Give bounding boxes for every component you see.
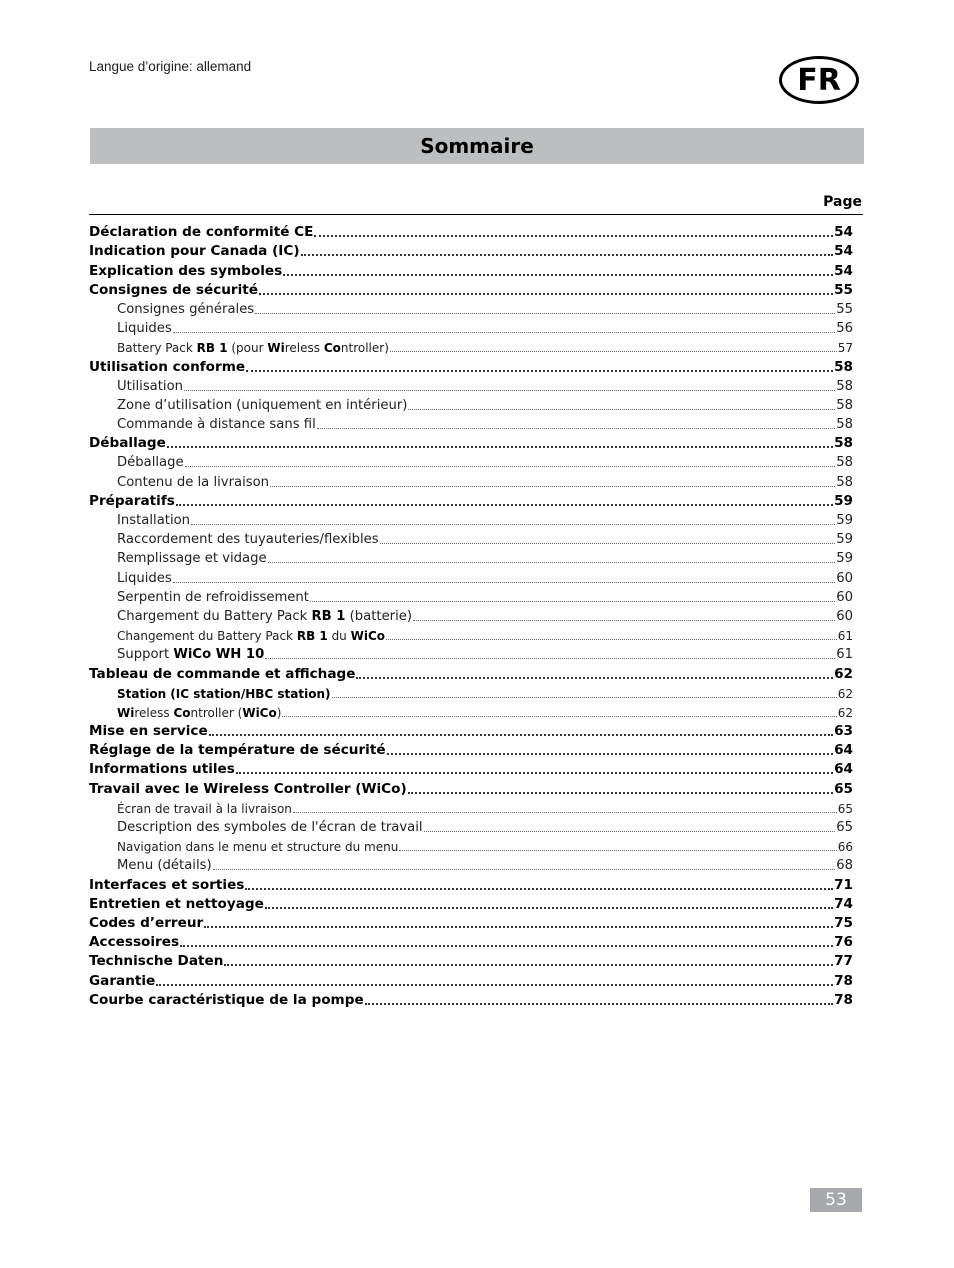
- toc-entry[interactable]: [89, 259, 853, 278]
- toc-page-number: 58: [834, 358, 853, 375]
- toc-entry-title: [89, 742, 386, 758]
- toc-page-number: 58: [834, 435, 853, 452]
- toc-page-number: 58: [836, 378, 853, 394]
- toc-page-number: 76: [834, 934, 853, 951]
- toc-entry[interactable]: [89, 912, 853, 931]
- toc-entry-title: [117, 321, 172, 336]
- toc-entry[interactable]: [89, 777, 853, 796]
- toc-page-number: 65: [836, 820, 853, 835]
- toc-subentry[interactable]: [89, 547, 853, 566]
- toc-page-number: 63: [834, 723, 853, 740]
- toc-entry-title: [89, 934, 179, 950]
- toc-title-fragment: Accessoires: [89, 934, 180, 951]
- toc-page-number: 75: [834, 914, 853, 931]
- toc-title-fragment: Chargement du Battery Pack: [117, 608, 312, 624]
- toc-entry-title: [117, 551, 267, 566]
- toc-title-fragment: Préparatifs: [89, 492, 175, 509]
- dot-leader: [265, 897, 833, 909]
- toc-title-fragment: Description des symboles de l'écran de travail: [117, 820, 423, 835]
- dot-leader: [332, 687, 837, 698]
- toc-subentry[interactable]: [89, 413, 853, 432]
- toc-page-number: 58: [836, 397, 853, 413]
- toc-title-fragment: Codes d’erreur: [89, 914, 204, 931]
- dot-leader: [314, 225, 833, 237]
- toc-subentry[interactable]: [89, 835, 853, 854]
- toc-page-number: 58: [836, 474, 853, 490]
- toc-title-fragment: Installation: [117, 513, 191, 528]
- dot-leader: [245, 878, 833, 890]
- toc-page-number: 71: [834, 876, 853, 893]
- toc-entry-title: [89, 243, 300, 259]
- toc-title-fragment: RB 1: [296, 629, 328, 644]
- dot-leader: [270, 476, 835, 487]
- toc-title-fragment: Support: [117, 647, 174, 663]
- dot-leader: [204, 916, 833, 928]
- toc-title-fragment: Écran de travail à la livraison: [117, 801, 292, 816]
- toc-page-number: 55: [836, 301, 853, 317]
- toc-page-number: 54: [834, 262, 853, 279]
- dot-leader: [180, 935, 833, 947]
- page-number: 53: [810, 1188, 862, 1212]
- toc-title-fragment: Interfaces et sorties: [89, 876, 245, 893]
- toc-entry-title: [89, 263, 282, 279]
- toc-title-fragment: Consignes générales: [117, 301, 255, 317]
- toc-subentry[interactable]: [89, 816, 853, 835]
- toc-entry[interactable]: [89, 279, 853, 298]
- toc-page-number: 54: [834, 243, 853, 260]
- toc-page-number: 62: [834, 665, 853, 682]
- dot-leader: [184, 380, 835, 391]
- toc-page-number: 59: [836, 513, 853, 528]
- toc-entry-title: [117, 840, 398, 854]
- toc-title-fragment: Réglage de la température de sécurité: [89, 742, 386, 759]
- dot-leader: [255, 303, 835, 314]
- toc-subentry[interactable]: [89, 298, 853, 317]
- toc-subentry[interactable]: [89, 451, 853, 470]
- toc-title-fragment: Informations utiles: [89, 761, 235, 778]
- dot-leader: [209, 724, 833, 736]
- toc-title-fragment: Changement du Battery Pack: [117, 629, 297, 644]
- toc-title-fragment: Menu (détails): [117, 858, 212, 874]
- toc-title-fragment: Serpentin de refroidissement: [117, 589, 309, 605]
- toc-entry-title: [117, 341, 389, 355]
- toc-subentry[interactable]: [89, 854, 853, 873]
- dot-leader: [265, 648, 835, 659]
- toc-title-fragment: Remplissage et vidage: [117, 551, 267, 567]
- toc-entry-title: [89, 666, 355, 682]
- toc-page-number: 78: [834, 991, 853, 1008]
- dot-leader: [387, 743, 834, 755]
- toc-title-fragment: (pour: [227, 341, 268, 356]
- dot-leader: [224, 954, 833, 966]
- toc-subentry[interactable]: [89, 701, 853, 720]
- toc-entry-title: [117, 475, 269, 490]
- dot-leader: [246, 360, 833, 372]
- toc-page-number: 62: [837, 705, 853, 720]
- toc-title-fragment: Battery Pack: [117, 341, 197, 356]
- toc-title-fragment: reless: [134, 705, 174, 720]
- toc-page-number: 59: [836, 532, 853, 548]
- toc-title-fragment: Courbe caractéristique de la pompe: [89, 991, 364, 1008]
- toc-title-fragment: Contenu de la livraison: [117, 474, 270, 490]
- dot-leader: [380, 533, 836, 544]
- toc-entry-title: [117, 455, 184, 470]
- toc-subentry[interactable]: [89, 643, 853, 662]
- toc-title-fragment: Mise en service: [89, 723, 208, 740]
- dot-leader: [259, 283, 833, 295]
- toc-title-fragment: Utilisation: [117, 378, 184, 394]
- toc-entry-title: [89, 359, 245, 375]
- toc-page-number: 61: [836, 647, 853, 663]
- table-of-contents: [89, 221, 853, 1008]
- toc-entry[interactable]: [89, 739, 853, 758]
- toc-subentry[interactable]: [89, 528, 853, 547]
- dot-leader: [293, 802, 837, 813]
- toc-entry-title: [117, 687, 331, 701]
- dot-leader: [173, 572, 835, 583]
- toc-title-fragment: Wi: [117, 705, 135, 720]
- toc-entry-title: [89, 973, 155, 989]
- toc-entry-title: [117, 629, 385, 643]
- toc-page-number: 55: [834, 281, 853, 298]
- toc-entry-title: [117, 802, 292, 816]
- dot-leader: [282, 706, 836, 717]
- toc-entry-title: [117, 820, 423, 835]
- toc-title-fragment: Entretien et nettoyage: [89, 895, 264, 912]
- toc-page-number: 65: [837, 801, 853, 816]
- toc-subentry[interactable]: [89, 624, 853, 643]
- language-badge: FR: [779, 56, 859, 104]
- dot-leader: [236, 762, 833, 774]
- toc-entry-title: [89, 877, 244, 893]
- dot-leader: [191, 514, 835, 525]
- toc-subentry[interactable]: [89, 509, 853, 528]
- toc-subentry[interactable]: [89, 797, 853, 816]
- dot-leader: [365, 993, 833, 1005]
- toc-title-fragment: RB 1: [311, 608, 346, 624]
- toc-title-fragment: WiCo: [350, 629, 386, 644]
- toc-page-number: 57: [837, 341, 853, 356]
- toc-entry-title: [89, 493, 175, 509]
- dot-leader: [356, 667, 833, 679]
- toc-subentry[interactable]: [89, 394, 853, 413]
- toc-entry-title: [89, 781, 407, 797]
- dot-leader: [424, 821, 836, 832]
- toc-page-number: 62: [837, 686, 853, 701]
- toc-entry-title: [117, 590, 309, 605]
- toc-entry[interactable]: [89, 221, 853, 240]
- toc-title-fragment: Wi: [267, 341, 285, 356]
- toc-title-fragment: Déballage: [89, 435, 166, 452]
- toc-entry-title: [89, 761, 235, 777]
- page-title: Sommaire: [420, 134, 534, 158]
- toc-title-fragment: (batterie): [345, 608, 413, 624]
- toc-title-fragment: Indication pour Canada (IC): [89, 243, 300, 260]
- toc-entry-title: [89, 224, 313, 240]
- toc-entry[interactable]: [89, 432, 853, 451]
- toc-page-number: 58: [836, 455, 853, 471]
- dot-leader: [408, 399, 835, 410]
- toc-entry-title: [117, 858, 212, 873]
- dot-leader: [156, 974, 833, 986]
- toc-subentry[interactable]: [89, 605, 853, 624]
- toc-subentry[interactable]: [89, 586, 853, 605]
- toc-entry[interactable]: [89, 490, 853, 509]
- dot-leader: [310, 591, 835, 602]
- toc-entry-title: [117, 609, 412, 624]
- toc-title-fragment: Station (IC station/HBC station): [117, 686, 331, 701]
- toc-page-number: 60: [836, 608, 853, 624]
- page-column-label: Page: [823, 194, 862, 210]
- toc-entry[interactable]: [89, 969, 853, 988]
- toc-entry-title: [117, 302, 254, 317]
- toc-title-fragment: Technische Daten: [89, 953, 224, 970]
- toc-page-number: 59: [834, 492, 853, 509]
- toc-page-number: 77: [834, 953, 853, 970]
- toc-title-fragment: du: [327, 629, 351, 644]
- dot-leader: [176, 494, 833, 506]
- toc-entry-title: [89, 915, 203, 931]
- toc-page-number: 65: [834, 780, 853, 797]
- toc-entry[interactable]: [89, 873, 853, 892]
- toc-entry[interactable]: [89, 662, 853, 681]
- dot-leader: [301, 244, 834, 256]
- toc-entry-title: [89, 723, 208, 739]
- toc-entry-title: [117, 571, 172, 586]
- original-language-note: Langue d’origine: allemand: [89, 59, 252, 74]
- toc-title-fragment: Raccordement des tuyauteries/flexibles: [117, 532, 379, 548]
- toc-title-fragment: Déclaration de conformité CE: [89, 224, 314, 241]
- dot-leader: [213, 859, 836, 870]
- toc-entry-title: [117, 647, 264, 662]
- toc-entry-title: [117, 379, 183, 394]
- dot-leader: [185, 456, 836, 467]
- toc-title-fragment: Déballage: [117, 455, 184, 471]
- toc-entry[interactable]: [89, 931, 853, 950]
- toc-subentry[interactable]: [89, 682, 853, 701]
- toc-page-number: 78: [834, 972, 853, 989]
- toc-page-number: 60: [836, 570, 853, 586]
- toc-entry-title: [89, 435, 166, 451]
- toc-subentry[interactable]: [89, 566, 853, 585]
- toc-title-fragment: Garantie: [89, 972, 156, 989]
- toc-title-fragment: Consignes de sécurité: [89, 281, 259, 298]
- toc-title-fragment: ntroller): [340, 341, 389, 356]
- toc-entry-title: [89, 282, 258, 298]
- toc-title-fragment: WiCo: [242, 705, 277, 720]
- toc-page-number: 66: [837, 840, 853, 855]
- toc-title-fragment: RB 1: [196, 341, 228, 356]
- toc-entry[interactable]: [89, 989, 853, 1008]
- toc-page-number: 58: [836, 417, 853, 433]
- dot-leader: [317, 418, 835, 429]
- toc-page-number: 56: [836, 321, 853, 337]
- dot-leader: [386, 629, 837, 640]
- title-bar: [90, 128, 864, 164]
- toc-title-fragment: Tableau de commande et affichage: [89, 665, 356, 682]
- toc-page-number: 74: [834, 895, 853, 912]
- toc-page-number: 68: [836, 858, 853, 874]
- toc-subentry[interactable]: [89, 375, 853, 394]
- toc-title-fragment: Liquides: [117, 570, 172, 586]
- toc-entry-title: [89, 992, 364, 1008]
- dot-leader: [173, 322, 835, 333]
- toc-title-fragment: ): [276, 705, 282, 720]
- toc-title-fragment: Zone d’utilisation (uniquement en intérieur): [117, 397, 408, 413]
- toc-title-fragment: Utilisation conforme: [89, 358, 246, 375]
- toc-page-number: 64: [834, 761, 853, 778]
- toc-entry-title: [89, 896, 264, 912]
- toc-title-fragment: WiCo WH 10: [173, 647, 265, 663]
- toc-entry-title: [89, 953, 223, 969]
- dot-leader: [390, 341, 837, 352]
- toc-page-number: 60: [836, 589, 853, 605]
- toc-entry[interactable]: [89, 720, 853, 739]
- toc-entry[interactable]: [89, 355, 853, 374]
- toc-title-fragment: Commande à distance sans fil: [117, 417, 316, 433]
- toc-title-fragment: Co: [173, 705, 191, 720]
- toc-title-fragment: Liquides: [117, 321, 172, 337]
- dot-leader: [408, 782, 833, 794]
- dot-leader: [268, 552, 836, 563]
- toc-entry-title: [117, 398, 407, 413]
- toc-entry[interactable]: [89, 240, 853, 259]
- dot-leader: [167, 436, 833, 448]
- toc-title-fragment: reless: [284, 341, 324, 356]
- toc-entry-title: [117, 417, 316, 432]
- toc-page-number: 59: [836, 551, 853, 567]
- toc-entry-title: [117, 706, 281, 720]
- toc-entry-title: [117, 532, 379, 547]
- dot-leader: [283, 264, 833, 276]
- toc-subentry[interactable]: [89, 336, 853, 355]
- toc-entry[interactable]: [89, 950, 853, 969]
- toc-entry[interactable]: [89, 758, 853, 777]
- toc-title-fragment: ntroller (: [190, 705, 243, 720]
- header-rule: [89, 214, 863, 215]
- toc-title-fragment: Explication des symboles: [89, 262, 283, 279]
- toc-title-fragment: Co: [323, 341, 341, 356]
- dot-leader: [399, 840, 836, 851]
- toc-entry[interactable]: [89, 893, 853, 912]
- dot-leader: [413, 610, 835, 621]
- toc-page-number: 61: [837, 629, 853, 644]
- toc-entry-title: [117, 513, 190, 528]
- toc-title-fragment: Navigation dans le menu et structure du menu: [117, 840, 399, 855]
- toc-page-number: 54: [834, 224, 853, 241]
- toc-subentry[interactable]: [89, 317, 853, 336]
- toc-subentry[interactable]: [89, 470, 853, 489]
- toc-page-number: 64: [834, 742, 853, 759]
- toc-title-fragment: Travail avec le Wireless Controller (WiCo): [89, 780, 407, 797]
